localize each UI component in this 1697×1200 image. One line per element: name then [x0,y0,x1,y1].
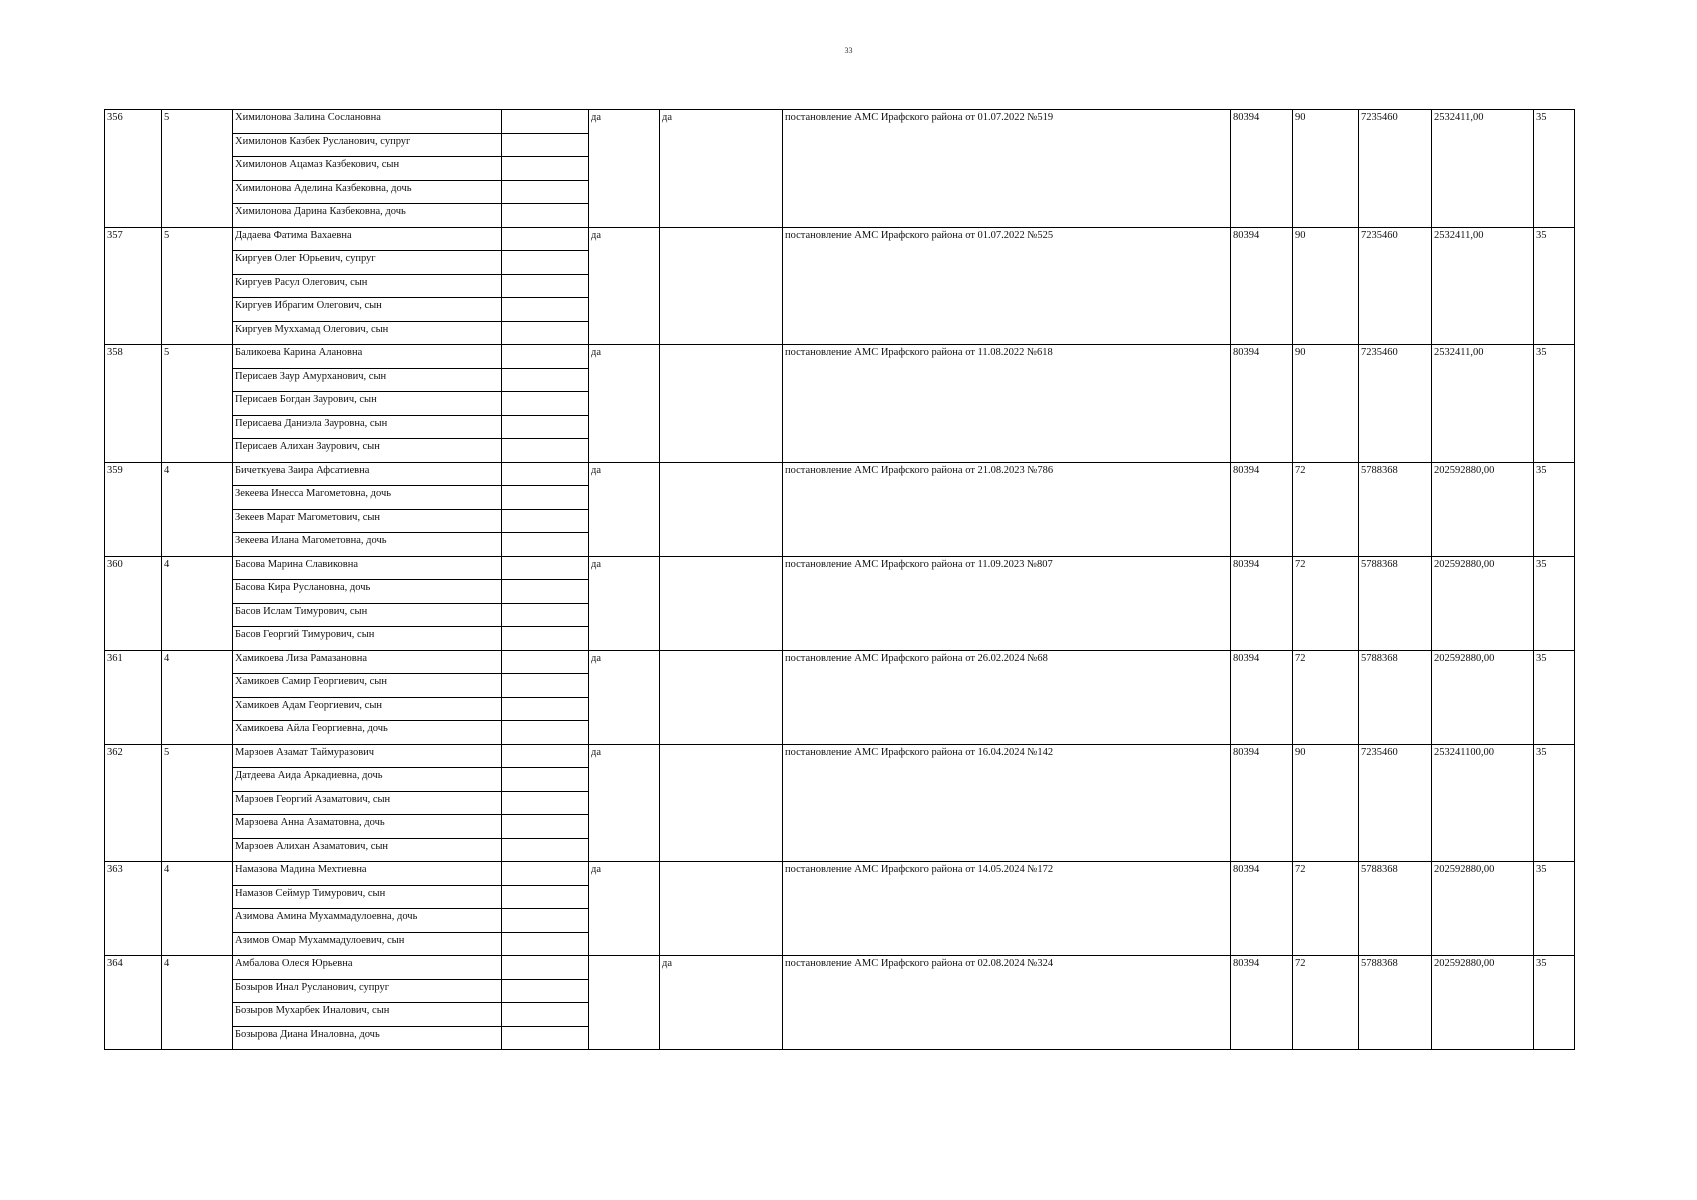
flag-cell: да [589,744,660,862]
empty-cell [502,486,589,510]
area-cell: 90 [1293,744,1359,862]
family-member-cell: Амбалова Олеся Юрьевна [233,956,502,980]
total-cell: 2532411,00 [1432,345,1534,463]
table-row [105,744,1575,768]
flag-cell: да [660,110,783,228]
family-member-cell: Марзоева Анна Азаматовна, дочь [233,815,502,839]
value-cell: 80394 [1231,862,1293,956]
family-member-cell: Азимов Омар Мухаммадулоевич, сын [233,932,502,956]
empty-cell [502,133,589,157]
family-size-cell: 5 [162,345,233,463]
empty-cell [502,392,589,416]
family-size-cell: 4 [162,862,233,956]
empty-cell [502,603,589,627]
record-number-cell: 361 [105,650,162,744]
table-row [105,556,1575,580]
family-member-cell: Баликоева Карина Алановна [233,345,502,369]
flag-cell: да [589,556,660,650]
table-row [105,227,1575,251]
value-cell: 80394 [1231,744,1293,862]
family-member-cell: Зекеева Инесса Магометовна, дочь [233,486,502,510]
family-member-cell: Басов Ислам Тимурович, сын [233,603,502,627]
family-member-cell: Марзоев Азамат Таймуразович [233,744,502,768]
family-size-cell: 4 [162,650,233,744]
empty-cell [502,932,589,956]
total-cell: 202592880,00 [1432,556,1534,650]
empty-cell [502,321,589,345]
area-cell: 72 [1293,862,1359,956]
table-row [105,110,1575,134]
code-cell: 35 [1534,556,1575,650]
amount-cell: 7235460 [1359,744,1432,862]
family-member-cell: Басов Георгий Тимурович, сын [233,627,502,651]
empty-cell [502,204,589,228]
amount-cell: 5788368 [1359,650,1432,744]
value-cell: 80394 [1231,110,1293,228]
area-cell: 72 [1293,650,1359,744]
family-member-cell: Бозырова Диана Иналовна, дочь [233,1026,502,1050]
family-member-cell: Химилонова Залина Сослановна [233,110,502,134]
flag-cell [660,862,783,956]
empty-cell [502,721,589,745]
family-member-cell: Басова Кира Руслановна, дочь [233,580,502,604]
amount-cell: 5788368 [1359,462,1432,556]
family-member-cell: Перисаев Богдан Заурович, сын [233,392,502,416]
resolution-cell: постановление АМС Ирафского района от 14.05.2024 №172 [783,862,1231,956]
empty-cell [502,533,589,557]
record-number-cell: 363 [105,862,162,956]
resolution-cell: постановление АМС Ирафского района от 02.08.2024 №324 [783,956,1231,1050]
family-member-cell: Киргуев Муххамад Олегович, сын [233,321,502,345]
code-cell: 35 [1534,862,1575,956]
family-member-cell: Химилонов Казбек Русланович, супруг [233,133,502,157]
value-cell: 80394 [1231,462,1293,556]
family-member-cell: Зекеева Илана Магометовна, дочь [233,533,502,557]
amount-cell: 5788368 [1359,862,1432,956]
empty-cell [502,1003,589,1027]
resolution-cell: постановление АМС Ирафского района от 21.08.2023 №786 [783,462,1231,556]
family-size-cell: 4 [162,556,233,650]
family-member-cell: Хамикоева Лиза Рамазановна [233,650,502,674]
total-cell: 2532411,00 [1432,227,1534,345]
empty-cell [502,110,589,134]
page-number: 33 [844,46,853,55]
family-member-cell: Хамикоев Адам Георгиевич, сын [233,697,502,721]
family-member-cell: Перисаев Заур Амурханович, сын [233,368,502,392]
flag-cell: да [589,110,660,228]
total-cell: 2532411,00 [1432,110,1534,228]
total-cell: 202592880,00 [1432,462,1534,556]
code-cell: 35 [1534,462,1575,556]
flag-cell: да [589,462,660,556]
resolution-cell: постановление АМС Ирафского района от 01.07.2022 №519 [783,110,1231,228]
record-number-cell: 357 [105,227,162,345]
flag-cell [660,227,783,345]
family-member-cell: Бичеткуева Заира Афсатиевна [233,462,502,486]
empty-cell [502,1026,589,1050]
empty-cell [502,415,589,439]
family-size-cell: 4 [162,462,233,556]
empty-cell [502,979,589,1003]
empty-cell [502,509,589,533]
area-cell: 90 [1293,345,1359,463]
area-cell: 90 [1293,110,1359,228]
amount-cell: 7235460 [1359,110,1432,228]
family-member-cell: Дадаева Фатима Вахаевна [233,227,502,251]
record-number-cell: 362 [105,744,162,862]
empty-cell [502,580,589,604]
empty-cell [502,956,589,980]
record-number-cell: 364 [105,956,162,1050]
family-member-cell: Химилонова Дарина Казбековна, дочь [233,204,502,228]
family-member-cell: Бозыров Мухарбек Иналович, сын [233,1003,502,1027]
value-cell: 80394 [1231,956,1293,1050]
resolution-cell: постановление АМС Ирафского района от 11.09.2023 №807 [783,556,1231,650]
family-member-cell: Хамикоев Самир Георгиевич, сын [233,674,502,698]
code-cell: 35 [1534,650,1575,744]
empty-cell [502,768,589,792]
area-cell: 72 [1293,462,1359,556]
resolution-cell: постановление АМС Ирафского района от 01.07.2022 №525 [783,227,1231,345]
total-cell: 202592880,00 [1432,862,1534,956]
empty-cell [502,815,589,839]
empty-cell [502,439,589,463]
area-cell: 72 [1293,556,1359,650]
family-member-cell: Киргуев Олег Юрьевич, супруг [233,251,502,275]
flag-cell [589,956,660,1050]
empty-cell [502,697,589,721]
amount-cell: 5788368 [1359,956,1432,1050]
flag-cell [660,744,783,862]
family-size-cell: 5 [162,227,233,345]
area-cell: 90 [1293,227,1359,345]
amount-cell: 7235460 [1359,345,1432,463]
record-number-cell: 360 [105,556,162,650]
empty-cell [502,180,589,204]
empty-cell [502,556,589,580]
amount-cell: 7235460 [1359,227,1432,345]
table-row [105,345,1575,369]
flag-cell [660,650,783,744]
family-member-cell: Бозыров Инал Русланович, супруг [233,979,502,1003]
record-number-cell: 359 [105,462,162,556]
empty-cell [502,650,589,674]
family-member-cell: Марзоев Георгий Азаматович, сын [233,791,502,815]
total-cell: 253241100,00 [1432,744,1534,862]
family-size-cell: 4 [162,956,233,1050]
family-member-cell: Намазова Мадина Мехтиевна [233,862,502,886]
flag-cell: да [589,227,660,345]
total-cell: 202592880,00 [1432,956,1534,1050]
family-size-cell: 5 [162,110,233,228]
flag-cell [660,556,783,650]
table-row [105,462,1575,486]
registry-table [104,109,1575,1050]
empty-cell [502,368,589,392]
record-number-cell: 356 [105,110,162,228]
family-member-cell: Перисаев Алихан Заурович, сын [233,439,502,463]
value-cell: 80394 [1231,227,1293,345]
area-cell: 72 [1293,956,1359,1050]
value-cell: 80394 [1231,345,1293,463]
value-cell: 80394 [1231,650,1293,744]
family-member-cell: Химилонова Аделина Казбековна, дочь [233,180,502,204]
family-member-cell: Датдеева Аида Аркадиевна, дочь [233,768,502,792]
flag-cell: да [589,650,660,744]
empty-cell [502,627,589,651]
record-number-cell: 358 [105,345,162,463]
resolution-cell: постановление АМС Ирафского района от 26.02.2024 №68 [783,650,1231,744]
family-member-cell: Азимова Амина Мухаммадулоевна, дочь [233,909,502,933]
flag-cell: да [589,345,660,463]
resolution-cell: постановление АМС Ирафского района от 11.08.2022 №618 [783,345,1231,463]
code-cell: 35 [1534,110,1575,228]
code-cell: 35 [1534,744,1575,862]
flag-cell [660,345,783,463]
empty-cell [502,157,589,181]
empty-cell [502,251,589,275]
table-row [105,862,1575,886]
family-member-cell: Намазов Сеймур Тимурович, сын [233,885,502,909]
empty-cell [502,298,589,322]
flag-cell: да [660,956,783,1050]
family-member-cell: Хамикоева Айла Георгиевна, дочь [233,721,502,745]
empty-cell [502,909,589,933]
family-member-cell: Киргуев Ибрагим Олегович, сын [233,298,502,322]
family-member-cell: Химилонов Ацамаз Казбекович, сын [233,157,502,181]
resolution-cell: постановление АМС Ирафского района от 16.04.2024 №142 [783,744,1231,862]
family-member-cell: Зекеев Марат Магометович, сын [233,509,502,533]
family-member-cell: Перисаева Даниэла Зауровна, сын [233,415,502,439]
flag-cell [660,462,783,556]
empty-cell [502,674,589,698]
table-row [105,650,1575,674]
empty-cell [502,744,589,768]
flag-cell: да [589,862,660,956]
empty-cell [502,862,589,886]
family-member-cell: Басова Марина Славиковна [233,556,502,580]
empty-cell [502,791,589,815]
empty-cell [502,462,589,486]
code-cell: 35 [1534,345,1575,463]
empty-cell [502,885,589,909]
empty-cell [502,274,589,298]
value-cell: 80394 [1231,556,1293,650]
code-cell: 35 [1534,956,1575,1050]
empty-cell [502,345,589,369]
empty-cell [502,838,589,862]
empty-cell [502,227,589,251]
family-size-cell: 5 [162,744,233,862]
amount-cell: 5788368 [1359,556,1432,650]
registry-body [105,110,1575,1050]
code-cell: 35 [1534,227,1575,345]
table-row [105,956,1575,980]
family-member-cell: Киргуев Расул Олегович, сын [233,274,502,298]
family-member-cell: Марзоев Алихан Азаматович, сын [233,838,502,862]
total-cell: 202592880,00 [1432,650,1534,744]
